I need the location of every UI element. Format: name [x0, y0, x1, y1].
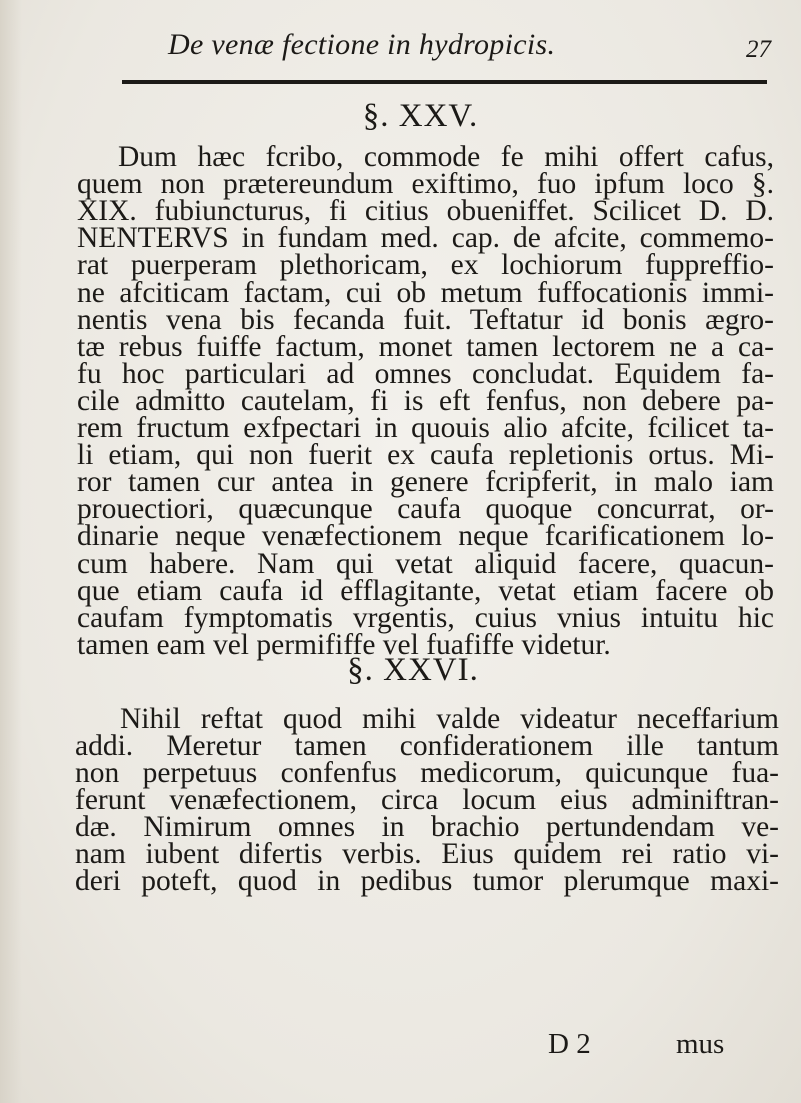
- text-line: rat puerperam plethoricam, ex lochiorum fuppreffio-: [77, 249, 774, 282]
- text-line: nam iubent difertis verbis. Eius quidem rei ratio vi-: [75, 838, 779, 870]
- page-number: 27: [746, 36, 771, 63]
- text-line: rem fructum exfpectari in quouis alio afcite, fcilicet ta-: [77, 412, 774, 444]
- text-line: caufam fymptomatis vrgentis, cuius vnius intuitu hic: [77, 601, 774, 634]
- text-line: tæ rebus fuiffe factum, monet tamen lectorem ne a ca-: [77, 330, 774, 363]
- catchword: mus: [676, 1028, 725, 1060]
- text-line: dæ. Nimirum omnes in brachio pertundendam ve-: [75, 811, 779, 843]
- text-line: Dum hæc fcribo, commode fe mihi offert cafus,: [118, 141, 774, 173]
- text-line: ferunt venæfectionem, circa locum eius adminiftran-: [75, 784, 779, 816]
- gutter-shadow: [0, 0, 22, 1103]
- running-head: De venæ fectione in hydropicis.: [168, 28, 556, 61]
- text-line: que etiam caufa id efflagitante, vetat etiam facere ob: [77, 574, 774, 607]
- text-line: addi. Meretur tamen confiderationem ille tantum: [75, 730, 779, 762]
- text-line: li etiam, qui non fuerit ex caufa repletionis ortus. Mi-: [77, 439, 774, 472]
- header-rule: [122, 80, 767, 84]
- text-line: NENTERVS in fundam med. cap. de afcite, commemo-: [77, 222, 774, 255]
- text-line: XIX. fubiuncturus, fi citius obueniffet. Scilicet D. D.: [77, 195, 774, 228]
- section-title-xxv: §. XXV.: [362, 98, 479, 134]
- text-line: dinarie neque venæfectionem neque fcarificationem lo-: [77, 520, 774, 553]
- text-line: tamen eam vel permififfe vel fuafiffe videtur.: [77, 628, 611, 661]
- text-line: ne afciticam factam, cui ob metum fuffocationis immi-: [77, 276, 774, 309]
- signature-mark: D 2: [548, 1028, 591, 1060]
- text-line: prouectiori, quæcunque caufa quoque concurrat, or-: [77, 493, 774, 526]
- text-line: cum habere. Nam qui vetat aliquid facere, quacun-: [77, 547, 774, 580]
- text-line: nentis vena bis fecanda fuit. Teftatur id bonis ægro-: [77, 303, 774, 336]
- section-title-xxvi: §. XXVI.: [347, 652, 479, 688]
- text-line: Nihil reftat quod mihi valde videatur neceffarium: [120, 703, 779, 735]
- text-line: quem non prætereundum exiftimo, fuo ipfum loco §.: [77, 168, 774, 201]
- text-line: non perpetuus confenfus medicorum, quicunque fua-: [75, 757, 779, 789]
- text-line: fu hoc particulari ad omnes concludat. Equidem fa-: [77, 357, 774, 390]
- text-line: deri poteft, quod in pedibus tumor plerumque maxi-: [75, 865, 779, 897]
- text-line: cile admitto cautelam, fi is eft fenfus, non debere pa-: [77, 384, 774, 417]
- text-line: ror tamen cur antea in genere fcripferit, in malo iam: [77, 466, 774, 499]
